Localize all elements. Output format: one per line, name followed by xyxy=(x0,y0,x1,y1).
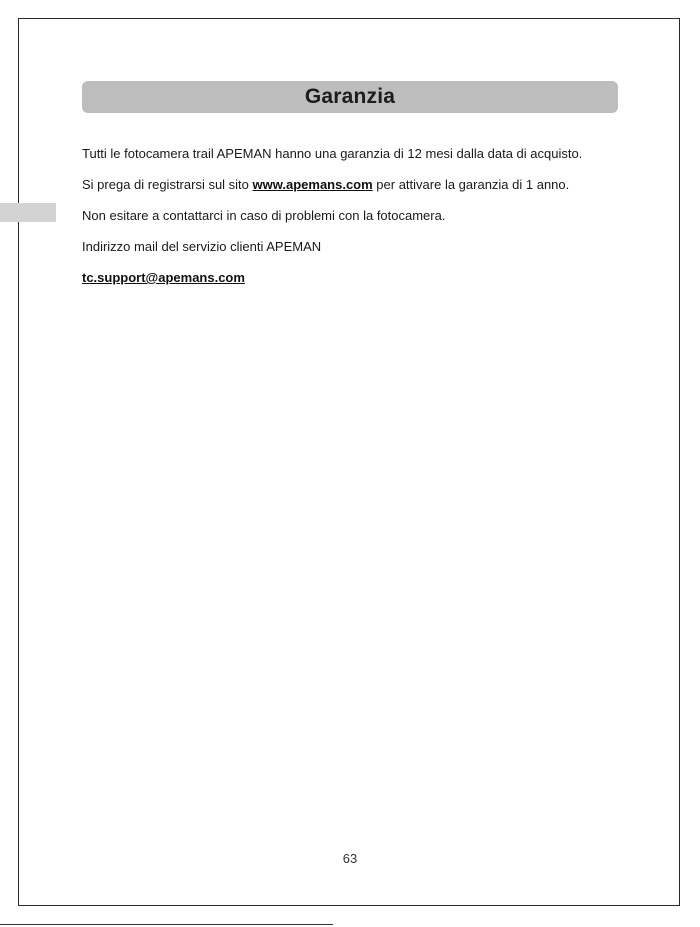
registration-text-before: Si prega di registrarsi sul sito xyxy=(82,177,253,192)
page-title: Garanzia xyxy=(304,85,396,108)
warranty-content xyxy=(82,143,622,298)
bottom-rule xyxy=(0,924,333,925)
registration-paragraph xyxy=(82,174,622,196)
section-side-tab xyxy=(0,203,56,222)
website-link[interactable]: www.apemans.com xyxy=(252,177,373,192)
support-email-link[interactable]: tc.support@apemans.com xyxy=(82,270,245,285)
contact-paragraph: Non esitare a contattarci in caso di problemi con la fotocamera. xyxy=(82,208,446,223)
support-email-label: Indirizzo mail del servizio clienti APEMAN xyxy=(82,239,322,254)
warranty-paragraph: Tutti le fotocamera trail APEMAN hanno una garanzia di 12 mesi dalla data di acquisto. xyxy=(82,146,583,161)
title-bar xyxy=(82,81,618,113)
registration-text-after: per attivare la garanzia di 1 anno. xyxy=(372,177,570,192)
page-number: 63 xyxy=(342,851,358,866)
support-email-paragraph xyxy=(82,267,622,289)
